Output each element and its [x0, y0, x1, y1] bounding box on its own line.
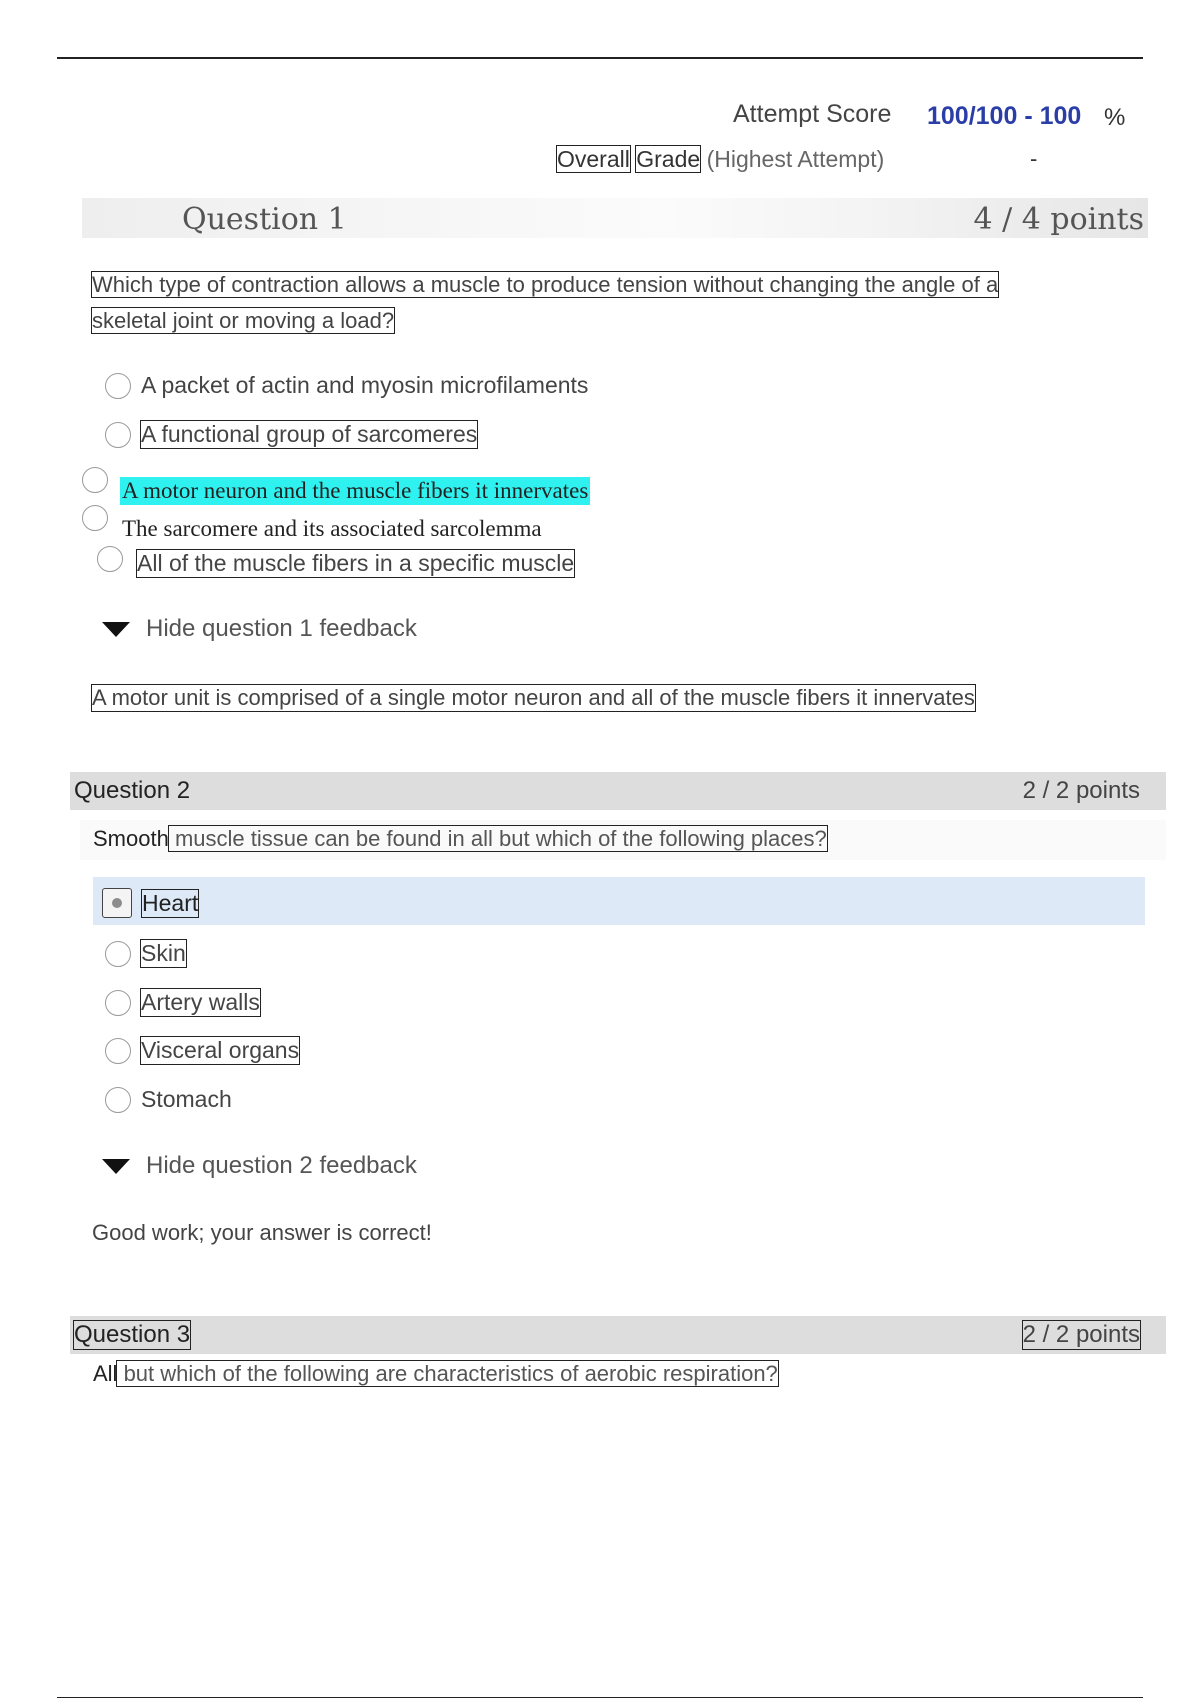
top-rule	[57, 57, 1143, 59]
q1-option-4[interactable]: The sarcomere and its associated sarcolemma	[82, 494, 542, 542]
q2-option-3[interactable]: Artery walls	[105, 989, 260, 1016]
question-1-title: Question 1	[182, 202, 347, 237]
question-1-points: 4 / 4 points	[973, 202, 1144, 237]
radio-icon[interactable]	[82, 505, 108, 531]
radio-icon[interactable]	[105, 990, 131, 1016]
q2-feedback-toggle[interactable]: Hide question 2 feedback	[102, 1152, 417, 1180]
q1-feedback-text: A motor unit is comprised of a single motor neuron and all of the muscle fibers it innervates	[92, 685, 975, 710]
radio-icon[interactable]	[82, 467, 108, 493]
radio-icon[interactable]	[105, 1038, 131, 1064]
collapse-triangle-icon	[102, 1159, 130, 1174]
overall-grade-value: -	[1030, 146, 1038, 171]
attempt-score-percent: %	[1104, 104, 1126, 131]
question-3-title: Question 3	[74, 1321, 191, 1348]
bottom-rule	[57, 1697, 1143, 1698]
question-2-points: 2 / 2 points	[1022, 777, 1140, 804]
q1-feedback-toggle[interactable]: Hide question 1 feedback	[102, 615, 417, 643]
collapse-triangle-icon	[102, 622, 130, 637]
q2-option-2[interactable]: Skin	[105, 940, 186, 967]
q1-option-3[interactable]: A motor neuron and the muscle fibers it innervates	[82, 455, 590, 505]
q2-option-5[interactable]: Stomach	[105, 1086, 232, 1113]
q1-option-1[interactable]: A packet of actin and myosin microfilaments	[105, 372, 588, 399]
q2-option-4[interactable]: Visceral organs	[105, 1037, 299, 1064]
attempt-score-value: 100/100 - 100	[927, 102, 1082, 130]
question-1-prompt: Which type of contraction allows a muscle to produce tension without changing the angle of a skeletal joint or moving a load?	[92, 272, 999, 333]
q1-option-5[interactable]: All of the muscle fibers in a specific muscle	[97, 540, 574, 577]
radio-icon[interactable]	[105, 373, 131, 399]
q2-feedback-text: Good work; your answer is correct!	[92, 1220, 432, 1245]
radio-icon[interactable]	[97, 546, 123, 572]
question-3-points: 2 / 2 points	[1022, 1321, 1140, 1348]
selected-radio-icon[interactable]	[102, 888, 132, 918]
attempt-score-label: Attempt Score	[733, 100, 892, 128]
question-2-prompt: Smooth muscle tissue can be found in all but which of the following places?	[80, 820, 1166, 860]
radio-icon[interactable]	[105, 941, 131, 967]
overall-grade-label: Overall Grade (Highest Attempt)	[557, 146, 885, 172]
question-1-header	[82, 198, 1148, 238]
question-3-prompt: All but which of the following are characteristics of aerobic respiration?	[93, 1361, 778, 1386]
radio-icon[interactable]	[105, 422, 131, 448]
q2-option-1[interactable]: Heart	[102, 888, 198, 918]
question-2-header	[70, 772, 1166, 810]
question-2-title: Question 2	[74, 777, 191, 804]
question-3-header	[70, 1316, 1166, 1354]
radio-icon[interactable]	[105, 1087, 131, 1113]
q2-selected-row	[93, 877, 1145, 925]
q1-option-2[interactable]: A functional group of sarcomeres	[105, 421, 477, 448]
